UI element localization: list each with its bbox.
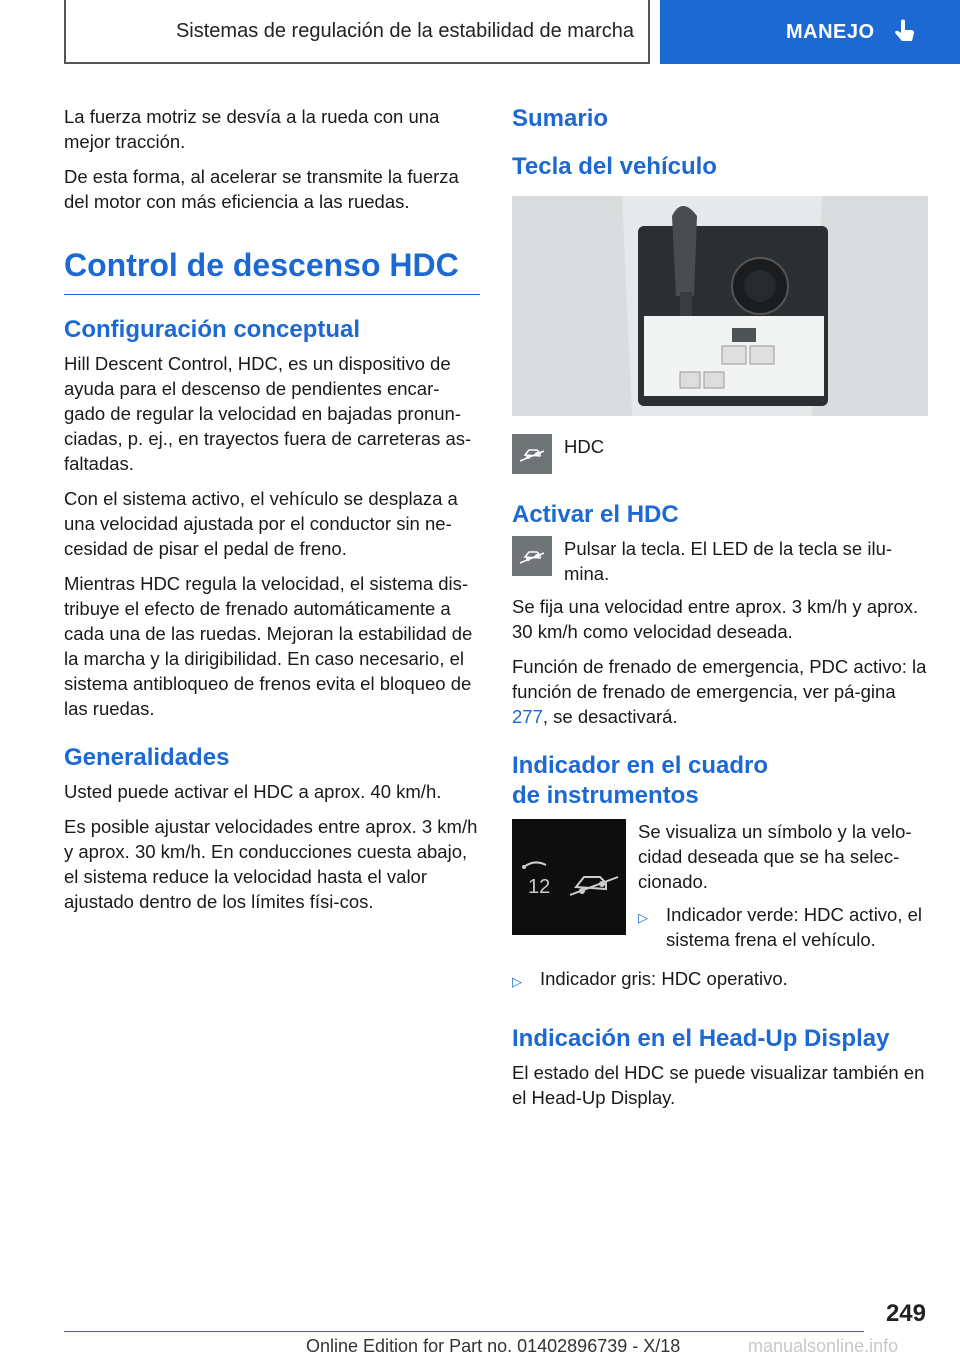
- indicator-block: [512, 819, 928, 952]
- cluster-speed-value: 12: [528, 876, 551, 898]
- vehicle-key-heading: Tecla del vehículo: [512, 153, 717, 180]
- hdc-button-icon[interactable]: [512, 434, 552, 474]
- triangle-bullet-icon: ▷: [512, 974, 522, 989]
- instrument-cluster-image: [512, 819, 626, 935]
- intro-paragraph-2: De esta forma, al acelerar se transmite la fuerza del motor con más eficiencia a las ruedas.: [64, 166, 459, 212]
- activate-instruction: Pulsar la tecla. El LED de la tecla se ilu-mina.: [564, 538, 893, 584]
- hdc-button-icon-2[interactable]: [512, 536, 552, 576]
- watermark: manualsonline.info: [748, 1336, 899, 1356]
- indicator-heading: Indicador en el cuadro de instrumentos: [512, 752, 769, 809]
- concept-paragraph-3: Mientras HDC regula la velocidad, el sistema dis-tribuye el efecto de frenado automáticamente a cada una de las ruedas. Mejoran la estabilidad de la marcha y la dirigibilidad. En caso necesario, el sistema antibloqueo de frenos evita el bloqueo de las ruedas.: [64, 573, 473, 719]
- general-paragraph-2: Es posible ajustar velocidades entre aprox. 3 km/h y aprox. 30 km/h. En conducciones cuesta abajo, el sistema reduce la velocidad hasta el valor ajustado dentro de los límites físi-cos.: [64, 816, 478, 912]
- bullet-item-2: ▷ Indicador gris: HDC operativo.: [512, 966, 928, 994]
- right-column: [512, 104, 928, 1120]
- main-heading: Control de descenso HDC: [64, 246, 480, 295]
- header-chapter-tab[interactable]: MANEJO: [660, 0, 960, 64]
- page-link-277[interactable]: 277: [512, 706, 543, 727]
- triangle-bullet-icon: ▷: [638, 910, 648, 925]
- activate-row: [512, 536, 928, 586]
- hdc-key-label: HDC: [564, 436, 605, 457]
- indicator-description: [638, 819, 928, 952]
- indicator-text: Se visualiza un símbolo y la velo-cidad deseada que se ha selec-cionado.: [638, 821, 912, 892]
- hdc-car-slope-icon: [517, 443, 547, 465]
- page-number: 249: [885, 1300, 926, 1327]
- activate-paragraph-1: Se fija una velocidad entre aprox. 3 km/h y aprox. 30 km/h como velocidad deseada.: [512, 596, 919, 642]
- concept-heading: Configuración conceptual: [64, 316, 361, 343]
- left-column: [64, 104, 480, 924]
- concept-paragraph-1: Hill Descent Control, HDC, es un dispositivo de ayuda para el descenso de pendientes encar-gado de regular la velocidad en bajadas pronun-ciadas, p. ej., en trayectos fuera de carreteras as-faltadas.: [64, 353, 472, 474]
- hdc-key-row: [512, 434, 928, 474]
- concept-paragraph-2: Con el sistema activo, el vehículo se desplaza a una velocidad ajustada por el conductor sin ne-cesidad de pisar el pedal de freno.: [64, 488, 458, 559]
- header-section-title: Sistemas de regulación de la estabilidad de marcha: [64, 0, 650, 64]
- general-paragraph-1: Usted puede activar el HDC a aprox. 40 km/h.: [64, 781, 442, 802]
- center-console-image: [512, 196, 928, 416]
- edition-note: Online Edition for Part no. 01402896739 - X/18: [306, 1336, 681, 1356]
- general-heading: Generalidades: [64, 744, 230, 771]
- hdc-car-slope-icon: [517, 545, 547, 567]
- bullet-item-1: ▷ Indicador verde: HDC activo, el sistema frena el vehículo.: [638, 904, 923, 950]
- activate-heading: Activar el HDC: [512, 501, 679, 528]
- summary-heading: Sumario: [512, 105, 609, 132]
- hud-paragraph: El estado del HDC se puede visualizar también en el Head-Up Display.: [512, 1062, 925, 1108]
- footer-divider: [64, 1331, 864, 1332]
- activate-paragraph-2: Función de frenado de emergencia, PDC activo: la función de frenado de emergencia, ver pá-gina 277, se desactivará.: [512, 656, 927, 727]
- steering-hand-icon: [893, 19, 917, 45]
- intro-paragraph-1: La fuerza motriz se desvía a la rueda con una mejor tracción.: [64, 106, 440, 152]
- center-console-drawing: [512, 196, 928, 416]
- hud-heading: Indicación en el Head-Up Display: [512, 1025, 890, 1052]
- cluster-hdc-symbol: [512, 819, 626, 935]
